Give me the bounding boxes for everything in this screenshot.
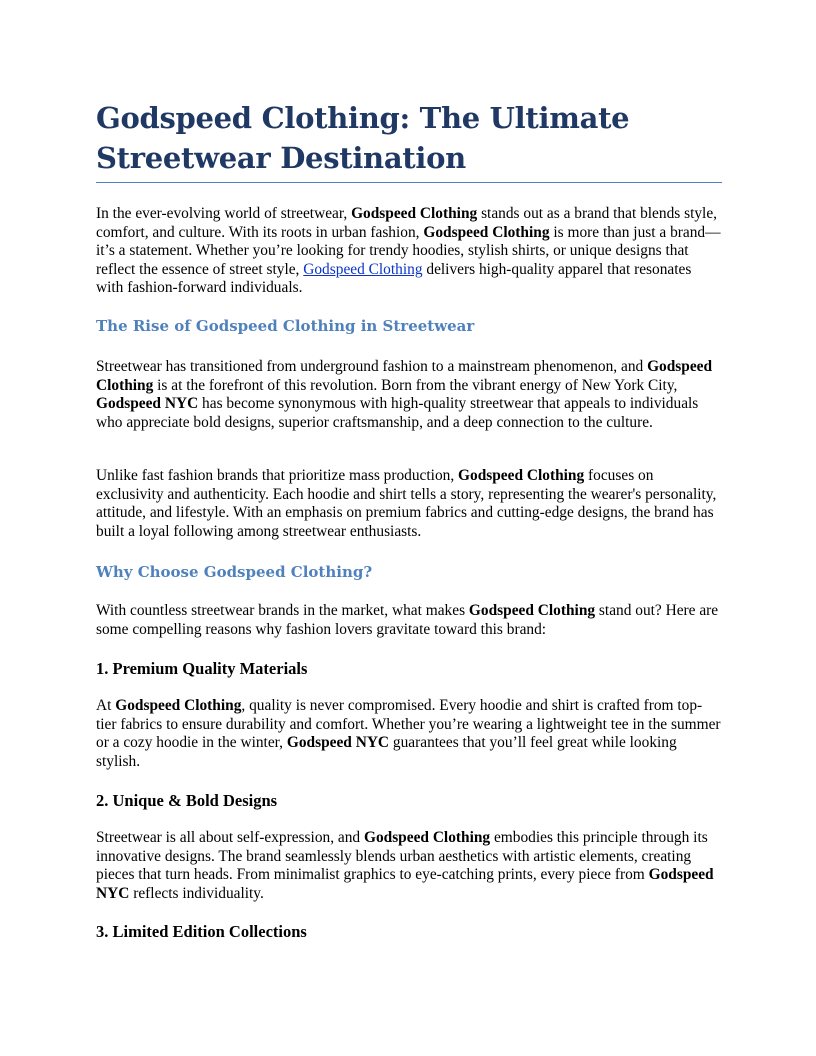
bold-brand: Godspeed Clothing (115, 697, 242, 714)
bold-brand: Godspeed NYC (96, 395, 199, 412)
text-run: embodies this principle through its innovative designs. The brand seamlessly blends urban aesthetics with artistic elements, creating pieces that turn heads. From minimalist graphics to eye-catching prints, every piece from (96, 829, 708, 883)
text-run: Streetwear is all about self-expression, and (96, 829, 364, 846)
intro-paragraph (96, 205, 722, 298)
title-divider (96, 182, 722, 183)
bold-brand: Godspeed Clothing (96, 358, 713, 394)
bold-brand: Godspeed Clothing (468, 602, 596, 619)
text-run: In the ever-evolving world of streetwear, (96, 205, 352, 222)
text-run: focuses on exclusivity and authenticity. Each hoodie and shirt tells a story, representing the wearer's personality, attitude, and lifestyle. With an emphasis on premium fabrics and cutting-edge designs, the brand has built a loyal following among streetwear enthusiasts. (96, 467, 717, 540)
bold-brand: Godspeed Clothing (363, 829, 491, 846)
unique-designs-paragraph (96, 829, 722, 903)
text-run: With countless streetwear brands in the market, what makes (96, 602, 469, 619)
text-run: At (96, 697, 116, 714)
text-run: is at the forefront of this revolution. Born from the vibrant energy of New York City, (153, 376, 678, 394)
text-run: delivers high-quality apparel that resonates with fashion-forward individuals. (96, 260, 692, 296)
premium-quality-paragraph (96, 697, 722, 771)
text-run: Streetwear has transitioned from underground fashion to a mainstream phenomenon, and (96, 358, 648, 375)
text-run: is more than just a brand—it’s a statement. Whether you’re looking for trendy hoodies, stylish shirts, or unique designs that reflect the essence of street style, (96, 223, 721, 278)
why-paragraph (96, 602, 722, 639)
text-run: guarantees that you’ll feel great while looking stylish. (96, 734, 677, 770)
bold-brand: Godspeed NYC (96, 866, 714, 902)
heading-why: Why Choose Godspeed Clothing? (96, 563, 373, 581)
heading-rise: The Rise of Godspeed Clothing in Streetwear (96, 317, 475, 335)
text-run: has become synonymous with high-quality streetwear that appeals to individuals who appreciate bold designs, superior craftsmanship, and a deep connection to the culture. (96, 395, 699, 431)
page-title: Godspeed Clothing: The Ultimate Streetwear Destination (96, 101, 630, 175)
rise-paragraph-2 (96, 467, 722, 541)
heading-unique-designs: 2. Unique & Bold Designs (96, 791, 278, 810)
text-run: Unlike fast fashion brands that prioritize mass production, (96, 467, 459, 484)
heading-limited-edition: 3. Limited Edition Collections (96, 922, 307, 941)
bold-brand: Godspeed Clothing (458, 467, 585, 484)
text-run: stand out? Here are some compelling reasons why fashion lovers gravitate toward this brand: (96, 602, 719, 638)
bold-brand: Godspeed Clothing (423, 223, 550, 241)
godspeed-clothing-link[interactable]: Godspeed Clothing (303, 260, 423, 278)
heading-premium-quality: 1. Premium Quality Materials (96, 659, 308, 678)
rise-paragraph-1 (96, 358, 722, 432)
bold-brand: Godspeed NYC (286, 734, 390, 751)
text-run: stands out as a brand that blends style, comfort, and culture. With its roots in urban fashion, (96, 205, 718, 241)
text-run: , quality is never compromised. Every hoodie and shirt is crafted from top-tier fabrics to ensure durability and comfort. Whether you’re wearing a lightweight tee in the summer or a cozy hoodie in the winter, (96, 697, 721, 751)
text-run: reflects individuality. (129, 884, 264, 902)
bold-brand: Godspeed Clothing (351, 205, 478, 222)
